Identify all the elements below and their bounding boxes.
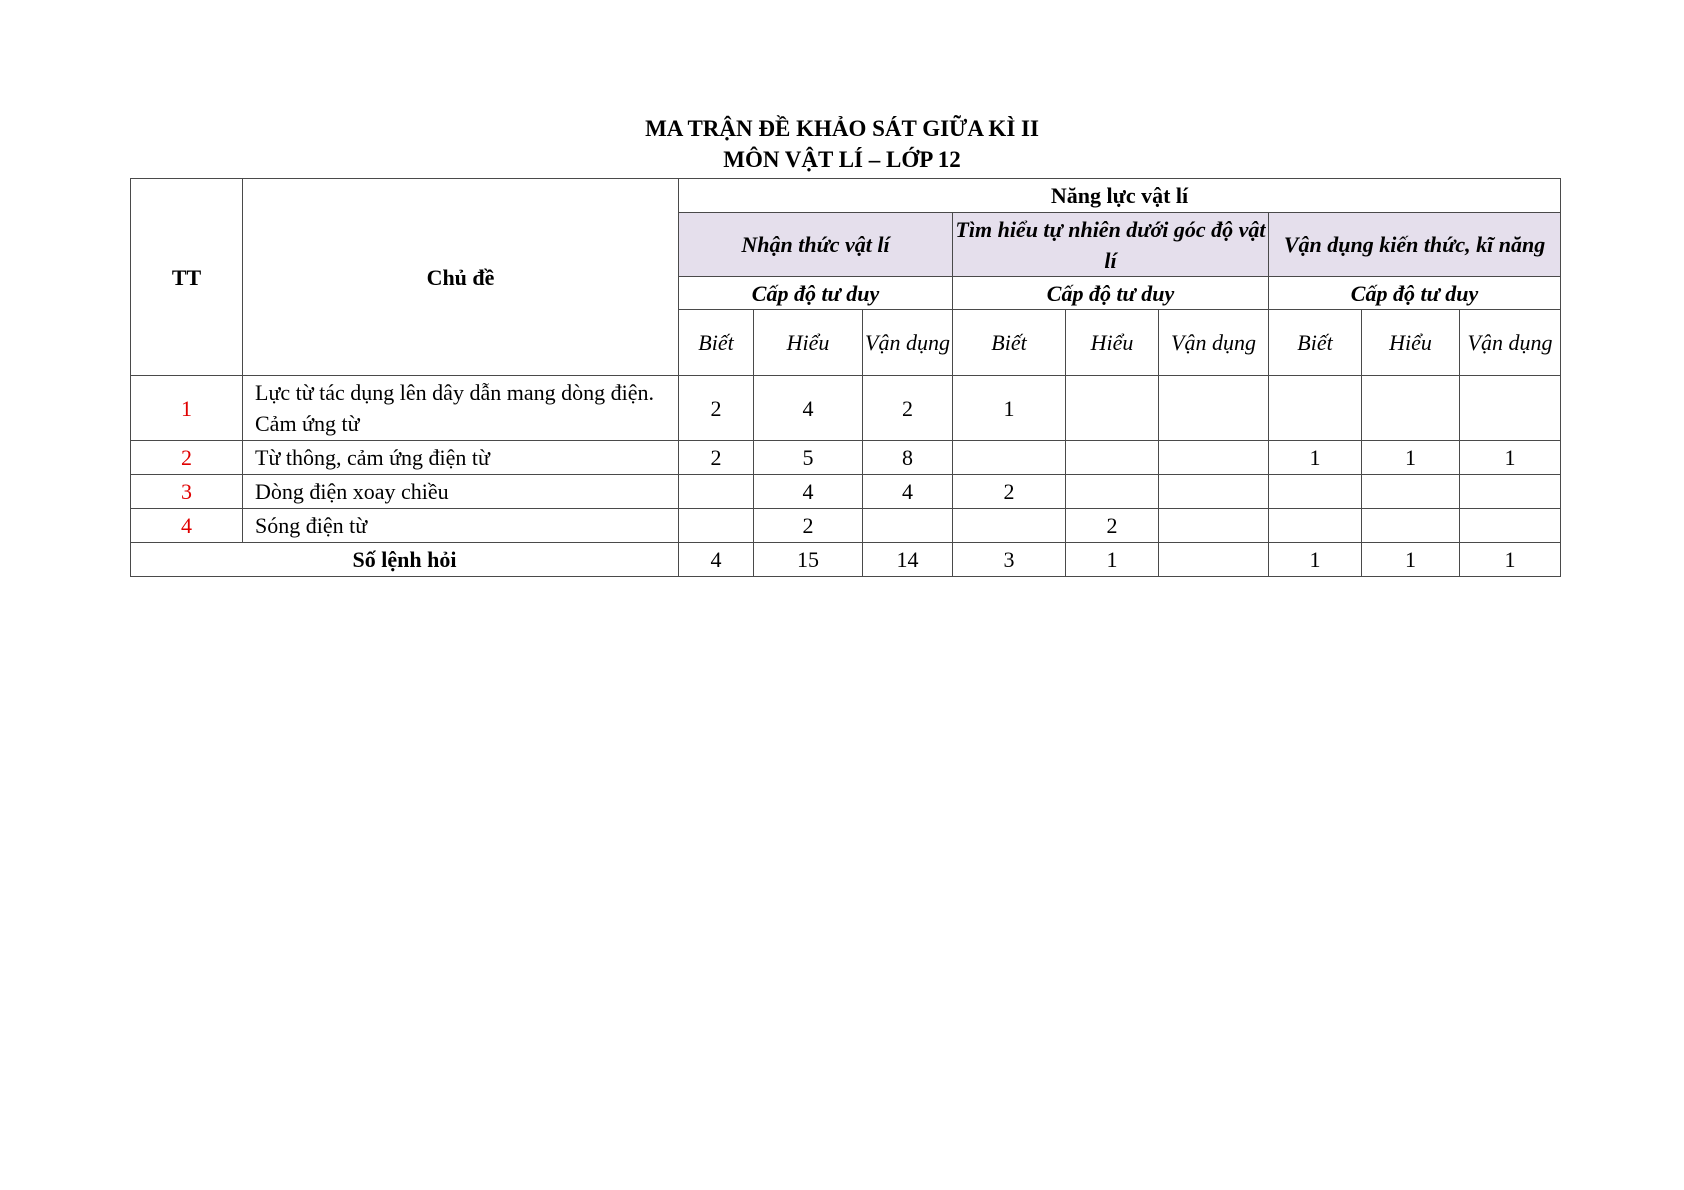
value-cell [1159, 475, 1269, 509]
value-cell [679, 509, 754, 543]
total-cell: 1 [1066, 543, 1159, 577]
value-cell: 2 [1066, 509, 1159, 543]
value-cell [1269, 509, 1362, 543]
value-cell: 5 [754, 441, 863, 475]
value-cell [1460, 475, 1561, 509]
value-cell: 2 [953, 475, 1066, 509]
total-row [131, 543, 1561, 577]
level-header-understand: Hiểu [1362, 310, 1460, 376]
value-cell [1159, 376, 1269, 441]
table-row [131, 509, 1561, 543]
level-header-know: Biết [953, 310, 1066, 376]
value-cell [1362, 376, 1460, 441]
topic-cell: Lực từ tác dụng lên dây dẫn mang dòng điện. Cảm ứng từ [243, 376, 679, 441]
level-header-understand: Hiểu [754, 310, 863, 376]
value-cell [1159, 441, 1269, 475]
value-cell [679, 475, 754, 509]
table-row [131, 376, 1561, 441]
total-cell: 3 [953, 543, 1066, 577]
value-cell: 1 [1460, 441, 1561, 475]
thinking-level-header-3: Cấp độ tư duy [1269, 277, 1561, 310]
row-number: 2 [131, 441, 243, 475]
value-cell [863, 509, 953, 543]
row-number: 3 [131, 475, 243, 509]
value-cell [1362, 475, 1460, 509]
tt-header: TT [131, 179, 243, 376]
table-row [131, 441, 1561, 475]
total-cell: 14 [863, 543, 953, 577]
group-header-1: Nhận thức vật lí [679, 213, 953, 277]
value-cell [1159, 509, 1269, 543]
value-cell [1460, 509, 1561, 543]
value-cell: 2 [754, 509, 863, 543]
value-cell [1066, 475, 1159, 509]
value-cell: 2 [679, 376, 754, 441]
value-cell: 4 [863, 475, 953, 509]
value-cell: 2 [679, 441, 754, 475]
level-header-apply: Vận dụng [863, 310, 953, 376]
header-row-competency [131, 179, 1561, 213]
total-cell: 15 [754, 543, 863, 577]
value-cell [1066, 441, 1159, 475]
total-cell: 4 [679, 543, 754, 577]
total-cell [1159, 543, 1269, 577]
level-header-know: Biết [1269, 310, 1362, 376]
row-number: 1 [131, 376, 243, 441]
topic-cell: Từ thông, cảm ứng điện từ [243, 441, 679, 475]
topic-header: Chủ đề [243, 179, 679, 376]
value-cell: 4 [754, 376, 863, 441]
total-cell: 1 [1362, 543, 1460, 577]
page-title: MA TRẬN ĐỀ KHẢO SÁT GIỮA KÌ II [645, 116, 1039, 141]
level-header-apply: Vận dụng [1460, 310, 1561, 376]
row-number: 4 [131, 509, 243, 543]
value-cell: 2 [863, 376, 953, 441]
level-header-apply: Vận dụng [1159, 310, 1269, 376]
value-cell: 4 [754, 475, 863, 509]
value-cell [1362, 509, 1460, 543]
level-header-understand: Hiểu [1066, 310, 1159, 376]
topic-cell: Dòng điện xoay chiều [243, 475, 679, 509]
value-cell [1066, 376, 1159, 441]
value-cell [1269, 376, 1362, 441]
competency-header: Năng lực vật lí [679, 179, 1561, 213]
value-cell [1460, 376, 1561, 441]
table-row [131, 475, 1561, 509]
value-cell [953, 509, 1066, 543]
value-cell [1269, 475, 1362, 509]
value-cell: 1 [1269, 441, 1362, 475]
value-cell: 1 [953, 376, 1066, 441]
matrix-table [130, 178, 1561, 577]
thinking-level-header-2: Cấp độ tư duy [953, 277, 1269, 310]
group-header-3: Vận dụng kiến thức, kĩ năng [1269, 213, 1561, 277]
value-cell: 1 [1362, 441, 1460, 475]
total-cell: 1 [1460, 543, 1561, 577]
value-cell [953, 441, 1066, 475]
thinking-level-header-1: Cấp độ tư duy [679, 277, 953, 310]
total-label: Số lệnh hỏi [131, 543, 679, 577]
group-header-2: Tìm hiểu tự nhiên dưới góc độ vật lí [953, 213, 1269, 277]
level-header-know: Biết [679, 310, 754, 376]
value-cell: 8 [863, 441, 953, 475]
total-cell: 1 [1269, 543, 1362, 577]
topic-cell: Sóng điện từ [243, 509, 679, 543]
page-subtitle: MÔN VẬT LÍ – LỚP 12 [723, 147, 961, 172]
